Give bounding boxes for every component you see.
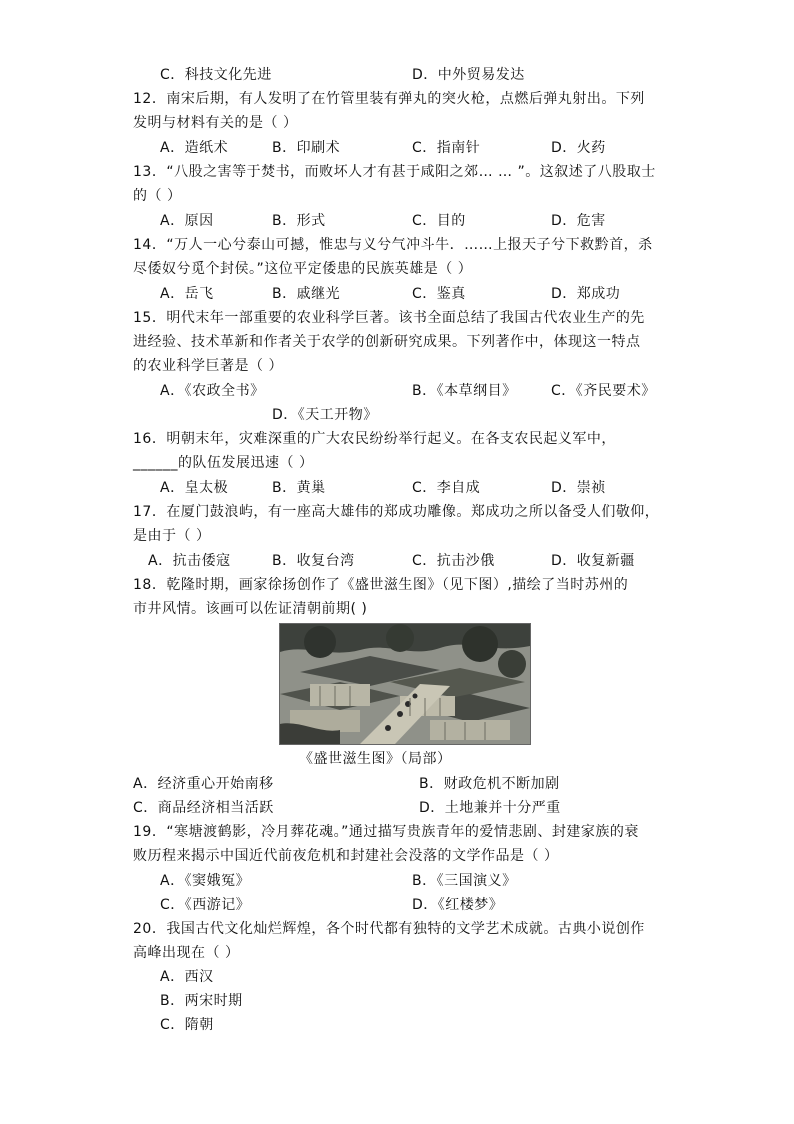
q18-option-b: B．财政危机不断加剧 — [419, 776, 560, 792]
q11-option-d: D．中外贸易发达 — [412, 67, 525, 83]
q15-stem-line2: 进经验、技术革新和作者关于农学的创新研究成果。下列著作中，体现这一特点 — [133, 334, 641, 350]
q13-option-b: B．形式 — [272, 213, 326, 229]
q14-stem-line2: 尽倭奴兮觅个封侯。”这位平定倭患的民族英雄是（ ） — [133, 261, 473, 277]
q12-stem-line2: 发明与材料有关的是（ ） — [133, 115, 298, 131]
painting-image — [280, 624, 530, 744]
q13-stem-line1: 13．“八股之害等于焚书，而败坏人才有甚于咸阳之郊… … ”。这叙述了八股取士 — [133, 164, 656, 180]
q17-option-b: B．收复台湾 — [272, 553, 355, 569]
q13-stem-line2: 的（ ） — [133, 188, 182, 204]
q13-option-d: D．危害 — [551, 213, 606, 229]
q19-option-d: D．《红楼梦》 — [412, 897, 504, 913]
q18-stem-line1: 18．乾隆时期，画家徐扬创作了《盛世滋生图》（见下图）,描绘了当时苏州的 — [133, 577, 629, 593]
q15-option-b: B．《本草纲目》 — [412, 383, 517, 399]
q20-option-a: A．西汉 — [160, 969, 214, 985]
q15-option-a: A．《农政全书》 — [160, 383, 265, 399]
q19-option-b: B．《三国演义》 — [412, 873, 517, 889]
q18-stem-line2: 市井风情。该画可以佐证清朝前期( ) — [133, 601, 368, 617]
q16-option-c: C．李自成 — [412, 480, 481, 496]
figure-caption: 《盛世滋生图》（局部） — [299, 751, 452, 767]
q17-option-a: A．抗击倭寇 — [148, 553, 231, 569]
q16-stem-line2: ______的队伍发展迅速（ ） — [133, 455, 314, 471]
q18-option-c: C．商品经济相当活跃 — [133, 800, 274, 816]
q12-stem-line1: 12．南宋后期，有人发明了在竹管里装有弹丸的突火枪，点燃后弹丸射出。下列 — [133, 91, 645, 107]
q15-option-c: C．《齐民要术》 — [551, 383, 656, 399]
q20-option-b: B．两宋时期 — [160, 993, 243, 1009]
q14-option-b: B．戚继光 — [272, 286, 341, 302]
q15-stem-line1: 15．明代末年一部重要的农业科学巨著。该书全面总结了我国古代农业生产的先 — [133, 310, 645, 326]
q12-option-c: C．指南针 — [412, 140, 481, 156]
q20-option-c: C．隋朝 — [160, 1017, 214, 1033]
q13-option-c: C．目的 — [412, 213, 466, 229]
q11-option-c: C．科技文化先进 — [160, 67, 272, 83]
q20-stem-line2: 高峰出现在（ ） — [133, 945, 240, 961]
q16-option-b: B．黄巢 — [272, 480, 326, 496]
q14-stem-line1: 14．“万人一心兮泰山可撼，惟忠与义兮气冲斗牛．……上报天子兮下救黔首，杀 — [133, 237, 653, 253]
q14-option-c: C．鉴真 — [412, 286, 466, 302]
q15-option-d: D．《天工开物》 — [272, 407, 378, 423]
q19-option-a: A．《窦娥冤》 — [160, 873, 251, 889]
q18-option-a: A．经济重心开始南移 — [133, 776, 274, 792]
q19-stem-line1: 19．“寒塘渡鹤影，冷月葬花魂。”通过描写贵族青年的爱情悲剧、封建家族的衰 — [133, 824, 639, 840]
q17-stem-line2: 是由于（ ） — [133, 528, 211, 544]
q17-option-c: C．抗击沙俄 — [412, 553, 495, 569]
q14-option-a: A．岳飞 — [160, 286, 214, 302]
q16-option-d: D．崇祯 — [551, 480, 606, 496]
q15-stem-line3: 的农业科学巨著是（ ） — [133, 358, 283, 374]
q18-option-d: D．土地兼并十分严重 — [419, 800, 561, 816]
q19-stem-line2: 败历程来揭示中国近代前夜危机和封建社会没落的文学作品是（ ） — [133, 848, 559, 864]
q14-option-d: D．郑成功 — [551, 286, 621, 302]
q16-stem-line1: 16．明朝末年，灾难深重的广大农民纷纷举行起义。在各支农民起义军中， — [133, 431, 616, 447]
q12-option-d: D．火药 — [551, 140, 606, 156]
q19-option-c: C．《西游记》 — [160, 897, 251, 913]
q13-option-a: A．原因 — [160, 213, 214, 229]
q12-option-a: A．造纸术 — [160, 140, 229, 156]
q17-stem-line1: 17．在厦门鼓浪屿，有一座高大雄伟的郑成功雕像。郑成功之所以备受人们敬仰， — [133, 504, 660, 520]
painting-figure — [279, 623, 531, 745]
q17-option-d: D．收复新疆 — [551, 553, 635, 569]
q12-option-b: B．印刷术 — [272, 140, 341, 156]
q20-stem-line1: 20．我国古代文化灿烂辉煌，各个时代都有独特的文学艺术成就。古典小说创作 — [133, 921, 645, 937]
q16-option-a: A．皇太极 — [160, 480, 229, 496]
